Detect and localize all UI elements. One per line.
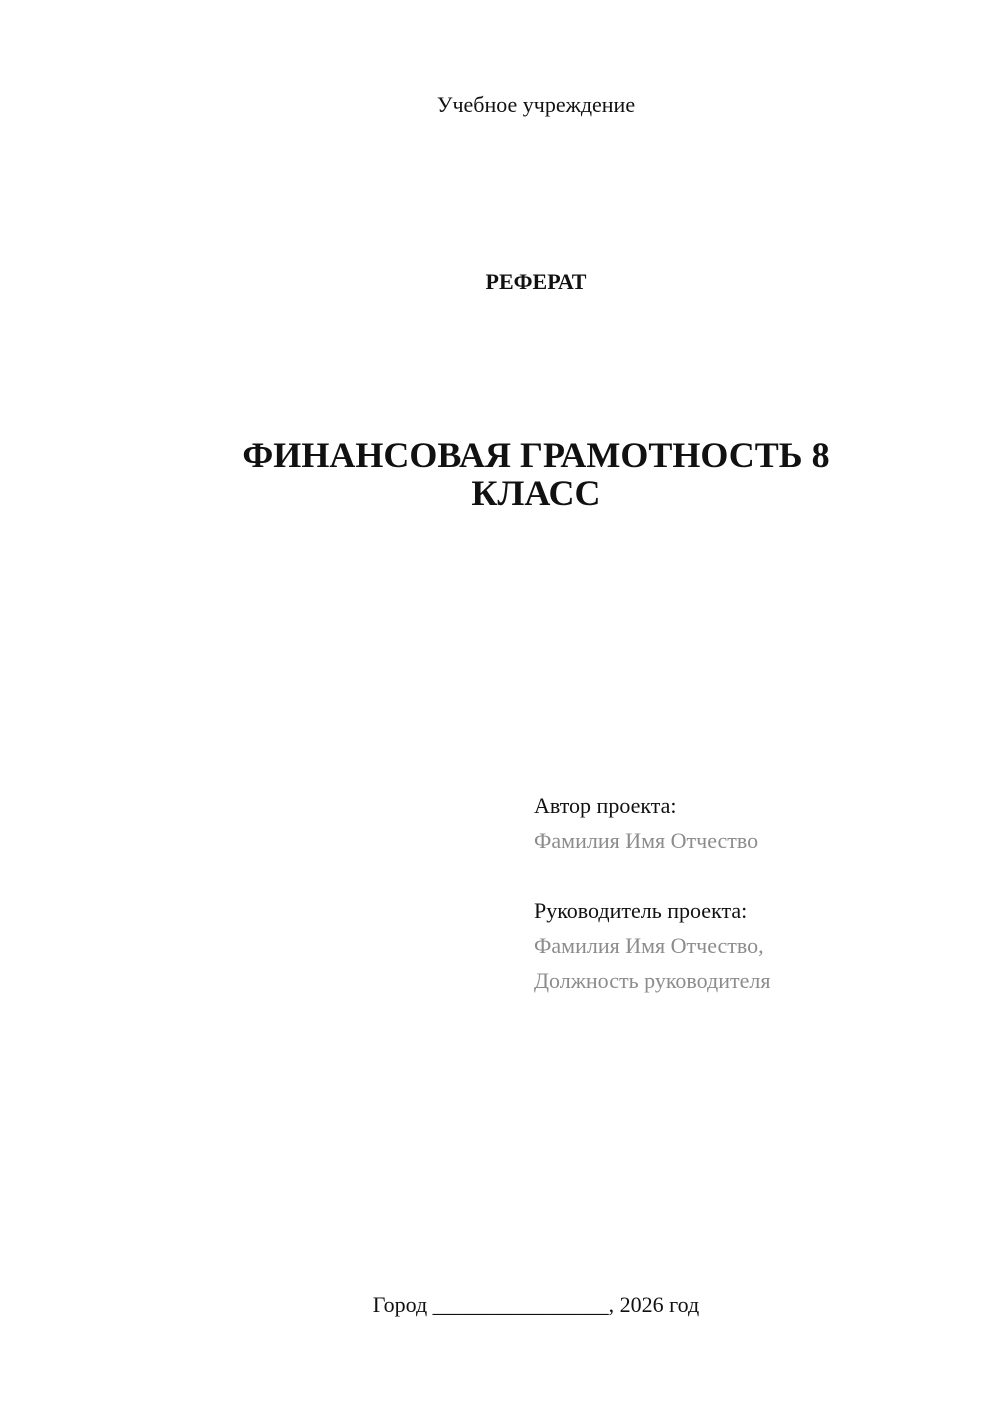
document-title-line-1: ФИНАНСОВАЯ ГРАМОТНОСТЬ 8: [242, 435, 830, 475]
document-type: РЕФЕРАТ: [485, 269, 587, 294]
document-title: [200, 436, 872, 512]
credits-spacer: [534, 858, 974, 893]
author-label: Автор проекта:: [534, 793, 677, 818]
supervisor-label: Руководитель проекта:: [534, 898, 748, 923]
institution-name: Учебное учреждение: [436, 92, 636, 117]
credits-block: [534, 788, 974, 998]
document-title-line-2: КЛАСС: [471, 473, 601, 513]
city-year-line: Город ________________, 2026 год: [372, 1292, 700, 1317]
author-name: Фамилия Имя Отчество: [534, 828, 759, 853]
supervisor-position: Должность руководителя: [534, 968, 771, 993]
supervisor-name: Фамилия Имя Отчество,: [534, 933, 764, 958]
